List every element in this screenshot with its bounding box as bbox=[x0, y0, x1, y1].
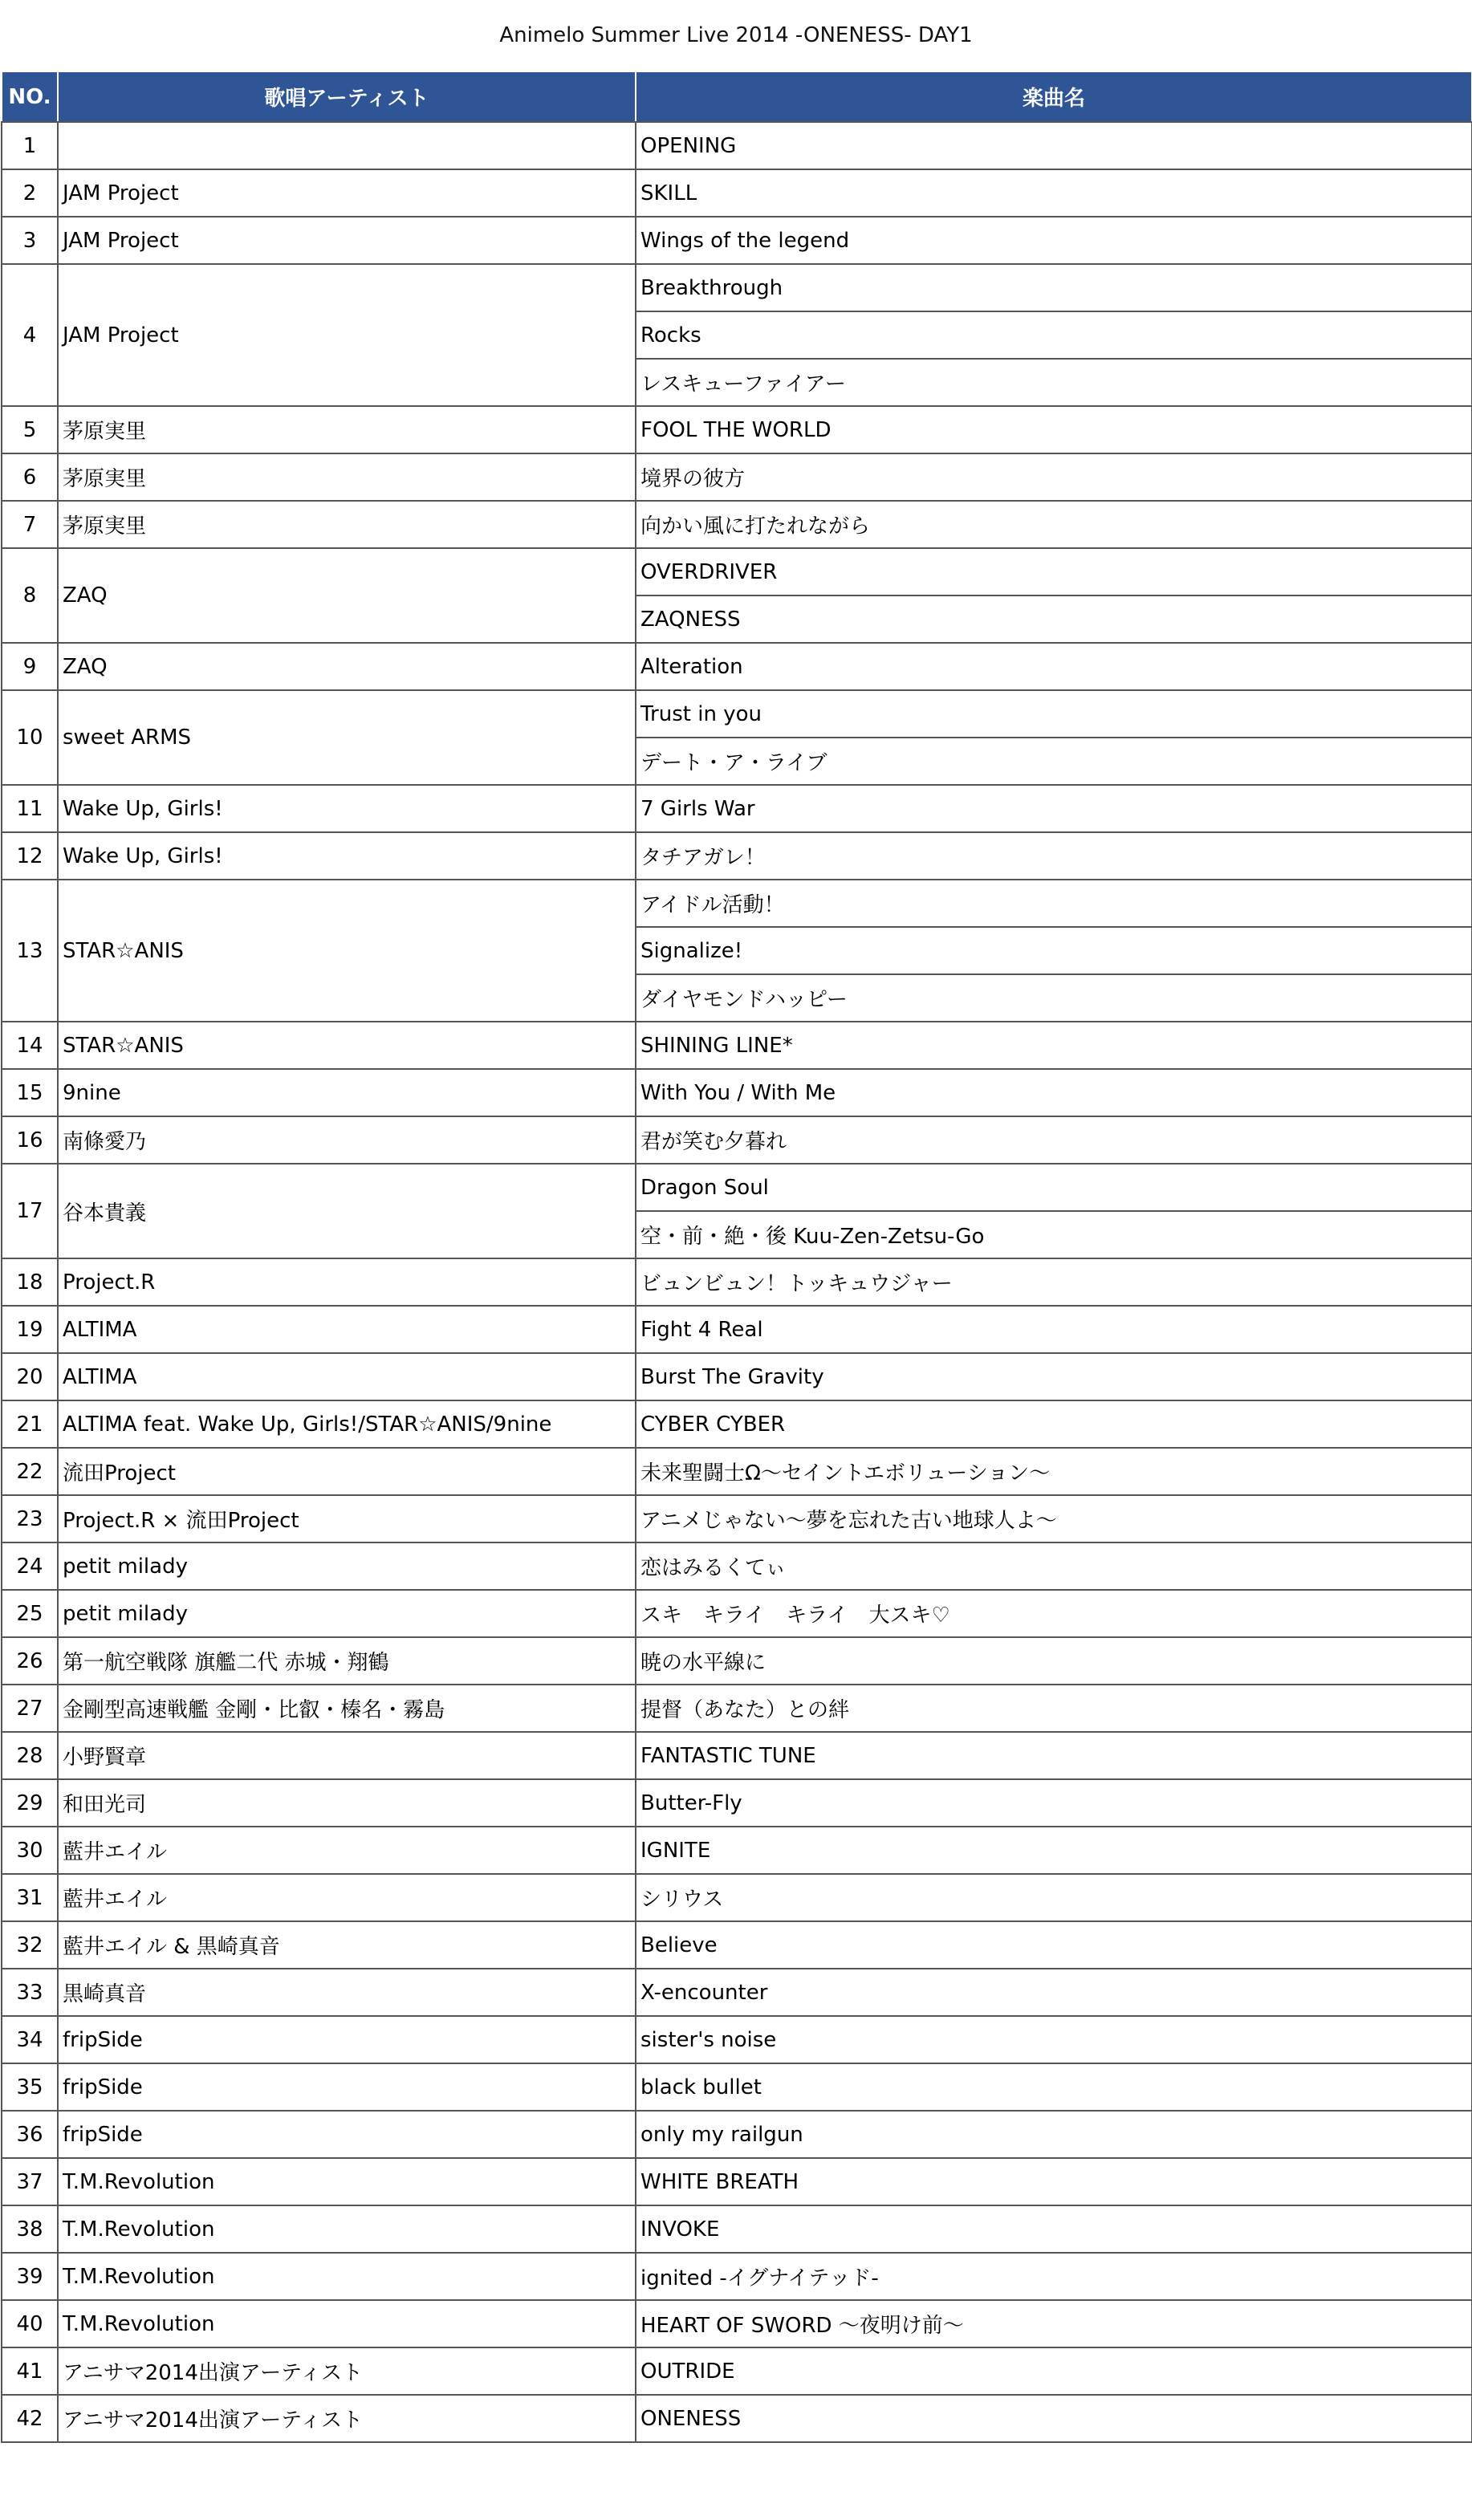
table-row bbox=[2, 1400, 1472, 1448]
cell-song: Signalize! bbox=[636, 927, 1472, 974]
table-row bbox=[2, 2300, 1472, 2347]
cell-artist: 小野賢章 bbox=[58, 1732, 636, 1779]
cell-song: 境界の彼方 bbox=[636, 453, 1472, 501]
cell-song: 君が笑む夕暮れ bbox=[636, 1116, 1472, 1164]
cell-no: 17 bbox=[2, 1164, 58, 1258]
table-row bbox=[2, 1353, 1472, 1400]
cell-no: 38 bbox=[2, 2205, 58, 2253]
cell-song: SKILL bbox=[636, 169, 1472, 217]
cell-song: IGNITE bbox=[636, 1827, 1472, 1874]
cell-no: 30 bbox=[2, 1827, 58, 1874]
cell-no: 23 bbox=[2, 1495, 58, 1542]
cell-no: 26 bbox=[2, 1637, 58, 1685]
cell-song: INVOKE bbox=[636, 2205, 1472, 2253]
cell-artist: Wake Up, Girls! bbox=[58, 832, 636, 880]
cell-no: 33 bbox=[2, 1969, 58, 2016]
table-row bbox=[2, 2111, 1472, 2158]
table-row bbox=[2, 2063, 1472, 2111]
table-row bbox=[2, 1116, 1472, 1164]
cell-no: 4 bbox=[2, 264, 58, 406]
table-row bbox=[2, 1732, 1472, 1779]
cell-song: CYBER CYBER bbox=[636, 1400, 1472, 1448]
cell-no: 40 bbox=[2, 2300, 58, 2347]
cell-no: 27 bbox=[2, 1685, 58, 1732]
cell-artist: 金剛型高速戦艦 金剛・比叡・榛名・霧島 bbox=[58, 1685, 636, 1732]
cell-no: 24 bbox=[2, 1542, 58, 1590]
table-row bbox=[2, 1969, 1472, 2016]
table-row bbox=[2, 643, 1472, 690]
cell-song: Dragon Soul bbox=[636, 1164, 1472, 1211]
table-row bbox=[2, 2158, 1472, 2205]
cell-no: 20 bbox=[2, 1353, 58, 1400]
cell-song: FANTASTIC TUNE bbox=[636, 1732, 1472, 1779]
cell-no: 7 bbox=[2, 501, 58, 548]
cell-song: Alteration bbox=[636, 643, 1472, 690]
cell-artist: 藍井エイル bbox=[58, 1874, 636, 1921]
table-row bbox=[2, 785, 1472, 832]
cell-artist: 南條愛乃 bbox=[58, 1116, 636, 1164]
cell-song: Burst The Gravity bbox=[636, 1353, 1472, 1400]
table-row bbox=[2, 1258, 1472, 1306]
cell-no: 16 bbox=[2, 1116, 58, 1164]
cell-no: 21 bbox=[2, 1400, 58, 1448]
table-row bbox=[2, 2205, 1472, 2253]
table-row bbox=[2, 1495, 1472, 1542]
cell-song: 未来聖闘士Ω～セイントエボリューション～ bbox=[636, 1448, 1472, 1495]
cell-song: デート・ア・ライブ bbox=[636, 738, 1472, 785]
cell-no: 2 bbox=[2, 169, 58, 217]
cell-artist: fripSide bbox=[58, 2111, 636, 2158]
table-row bbox=[2, 1306, 1472, 1353]
cell-no: 12 bbox=[2, 832, 58, 880]
cell-song: スキ キライ キライ 大スキ♡ bbox=[636, 1590, 1472, 1637]
cell-song: OVERDRIVER bbox=[636, 548, 1472, 595]
cell-artist: STAR☆ANIS bbox=[58, 880, 636, 1022]
cell-no: 42 bbox=[2, 2395, 58, 2442]
table-row bbox=[2, 690, 1472, 738]
cell-artist: sweet ARMS bbox=[58, 690, 636, 785]
cell-artist: STAR☆ANIS bbox=[58, 1022, 636, 1069]
cell-no: 22 bbox=[2, 1448, 58, 1495]
cell-no: 8 bbox=[2, 548, 58, 643]
cell-artist: ALTIMA bbox=[58, 1353, 636, 1400]
table-row bbox=[2, 1685, 1472, 1732]
cell-song: ONENESS bbox=[636, 2395, 1472, 2442]
cell-song: only my railgun bbox=[636, 2111, 1472, 2158]
cell-song: black bullet bbox=[636, 2063, 1472, 2111]
cell-artist: T.M.Revolution bbox=[58, 2253, 636, 2300]
cell-no: 3 bbox=[2, 217, 58, 264]
table-row bbox=[2, 1590, 1472, 1637]
cell-no: 1 bbox=[2, 122, 58, 169]
table-row bbox=[2, 2347, 1472, 2395]
table-row bbox=[2, 2395, 1472, 2442]
cell-artist: 茅原実里 bbox=[58, 406, 636, 453]
header-no: NO. bbox=[2, 71, 58, 122]
cell-song: OPENING bbox=[636, 122, 1472, 169]
cell-artist: 第一航空戦隊 旗艦二代 赤城・翔鶴 bbox=[58, 1637, 636, 1685]
cell-artist bbox=[58, 122, 636, 169]
cell-song: HEART OF SWORD ～夜明け前～ bbox=[636, 2300, 1472, 2347]
cell-song: Breakthrough bbox=[636, 264, 1472, 311]
cell-song: アイドル活動！ bbox=[636, 880, 1472, 927]
table-row bbox=[2, 880, 1472, 927]
cell-no: 11 bbox=[2, 785, 58, 832]
cell-artist: T.M.Revolution bbox=[58, 2205, 636, 2253]
table-row bbox=[2, 122, 1472, 169]
cell-no: 6 bbox=[2, 453, 58, 501]
cell-no: 19 bbox=[2, 1306, 58, 1353]
table-row bbox=[2, 1022, 1472, 1069]
table-row bbox=[2, 2253, 1472, 2300]
setlist-table bbox=[1, 71, 1472, 2443]
table-row bbox=[2, 1779, 1472, 1827]
table-row bbox=[2, 169, 1472, 217]
cell-song: X-encounter bbox=[636, 1969, 1472, 2016]
table-row bbox=[2, 2016, 1472, 2063]
cell-song: OUTRIDE bbox=[636, 2347, 1472, 2395]
cell-artist: petit milady bbox=[58, 1542, 636, 1590]
cell-no: 28 bbox=[2, 1732, 58, 1779]
page-title: Animelo Summer Live 2014 -ONENESS- DAY1 bbox=[499, 23, 973, 47]
cell-no: 18 bbox=[2, 1258, 58, 1306]
header-row bbox=[2, 71, 1472, 122]
table-row bbox=[2, 832, 1472, 880]
cell-song: Fight 4 Real bbox=[636, 1306, 1472, 1353]
cell-no: 9 bbox=[2, 643, 58, 690]
cell-artist: 流田Project bbox=[58, 1448, 636, 1495]
cell-artist: T.M.Revolution bbox=[58, 2158, 636, 2205]
cell-song: ビュンビュン！トッキュウジャー bbox=[636, 1258, 1472, 1306]
cell-no: 10 bbox=[2, 690, 58, 785]
cell-artist: アニサマ2014出演アーティスト bbox=[58, 2395, 636, 2442]
cell-no: 14 bbox=[2, 1022, 58, 1069]
cell-song: 空・前・絶・後 Kuu-Zen-Zetsu-Go bbox=[636, 1211, 1472, 1258]
cell-artist: Project.R bbox=[58, 1258, 636, 1306]
table-row bbox=[2, 1921, 1472, 1969]
cell-song: ZAQNESS bbox=[636, 595, 1472, 643]
table-row bbox=[2, 406, 1472, 453]
table-row bbox=[2, 1448, 1472, 1495]
cell-artist: JAM Project bbox=[58, 169, 636, 217]
cell-artist: ALTIMA feat. Wake Up, Girls!/STAR☆ANIS/9nine bbox=[58, 1400, 636, 1448]
cell-song: sister's noise bbox=[636, 2016, 1472, 2063]
cell-artist: Wake Up, Girls! bbox=[58, 785, 636, 832]
table-row bbox=[2, 1874, 1472, 1921]
cell-artist: 茅原実里 bbox=[58, 453, 636, 501]
cell-no: 13 bbox=[2, 880, 58, 1022]
cell-song: WHITE BREATH bbox=[636, 2158, 1472, 2205]
table-row bbox=[2, 501, 1472, 548]
table-row bbox=[2, 1637, 1472, 1685]
cell-song: Butter-Fly bbox=[636, 1779, 1472, 1827]
cell-artist: アニサマ2014出演アーティスト bbox=[58, 2347, 636, 2395]
cell-song: 提督（あなた）との絆 bbox=[636, 1685, 1472, 1732]
cell-no: 5 bbox=[2, 406, 58, 453]
cell-song: 7 Girls War bbox=[636, 785, 1472, 832]
cell-artist: 茅原実里 bbox=[58, 501, 636, 548]
cell-artist: T.M.Revolution bbox=[58, 2300, 636, 2347]
cell-no: 25 bbox=[2, 1590, 58, 1637]
cell-artist: 9nine bbox=[58, 1069, 636, 1116]
cell-song: タチアガレ！ bbox=[636, 832, 1472, 880]
cell-artist: fripSide bbox=[58, 2063, 636, 2111]
cell-artist: ALTIMA bbox=[58, 1306, 636, 1353]
table-row bbox=[2, 264, 1472, 311]
cell-song: SHINING LINE* bbox=[636, 1022, 1472, 1069]
cell-artist: 藍井エイル & 黒崎真音 bbox=[58, 1921, 636, 1969]
cell-artist: ZAQ bbox=[58, 643, 636, 690]
cell-song: アニメじゃない～夢を忘れた古い地球人よ～ bbox=[636, 1495, 1472, 1542]
header-song: 楽曲名 bbox=[636, 71, 1472, 122]
cell-no: 31 bbox=[2, 1874, 58, 1921]
cell-artist: 谷本貴義 bbox=[58, 1164, 636, 1258]
table-row bbox=[2, 1164, 1472, 1211]
cell-no: 32 bbox=[2, 1921, 58, 1969]
cell-artist: JAM Project bbox=[58, 217, 636, 264]
cell-song: Believe bbox=[636, 1921, 1472, 1969]
cell-artist: 黒崎真音 bbox=[58, 1969, 636, 2016]
cell-song: Trust in you bbox=[636, 690, 1472, 738]
cell-song: レスキューファイアー bbox=[636, 359, 1472, 406]
cell-song: 向かい風に打たれながら bbox=[636, 501, 1472, 548]
table-row bbox=[2, 1069, 1472, 1116]
cell-artist: fripSide bbox=[58, 2016, 636, 2063]
cell-no: 35 bbox=[2, 2063, 58, 2111]
cell-no: 34 bbox=[2, 2016, 58, 2063]
table-row bbox=[2, 1827, 1472, 1874]
cell-song: ignited -イグナイテッド- bbox=[636, 2253, 1472, 2300]
cell-song: Wings of the legend bbox=[636, 217, 1472, 264]
setlist-body bbox=[2, 122, 1472, 2442]
table-row bbox=[2, 1542, 1472, 1590]
cell-no: 15 bbox=[2, 1069, 58, 1116]
cell-artist: petit milady bbox=[58, 1590, 636, 1637]
cell-song: With You / With Me bbox=[636, 1069, 1472, 1116]
cell-song: ダイヤモンドハッピー bbox=[636, 974, 1472, 1022]
cell-no: 41 bbox=[2, 2347, 58, 2395]
cell-song: FOOL THE WORLD bbox=[636, 406, 1472, 453]
cell-no: 29 bbox=[2, 1779, 58, 1827]
header-artist: 歌唱アーティスト bbox=[58, 71, 636, 122]
cell-artist: ZAQ bbox=[58, 548, 636, 643]
cell-artist: JAM Project bbox=[58, 264, 636, 406]
table-row bbox=[2, 548, 1472, 595]
cell-no: 37 bbox=[2, 2158, 58, 2205]
cell-no: 36 bbox=[2, 2111, 58, 2158]
cell-song: Rocks bbox=[636, 311, 1472, 359]
cell-artist: Project.R × 流田Project bbox=[58, 1495, 636, 1542]
cell-song: シリウス bbox=[636, 1874, 1472, 1921]
table-row bbox=[2, 453, 1472, 501]
cell-artist: 和田光司 bbox=[58, 1779, 636, 1827]
cell-artist: 藍井エイル bbox=[58, 1827, 636, 1874]
cell-song: 恋はみるくてぃ bbox=[636, 1542, 1472, 1590]
table-row bbox=[2, 217, 1472, 264]
cell-no: 39 bbox=[2, 2253, 58, 2300]
cell-song: 暁の水平線に bbox=[636, 1637, 1472, 1685]
